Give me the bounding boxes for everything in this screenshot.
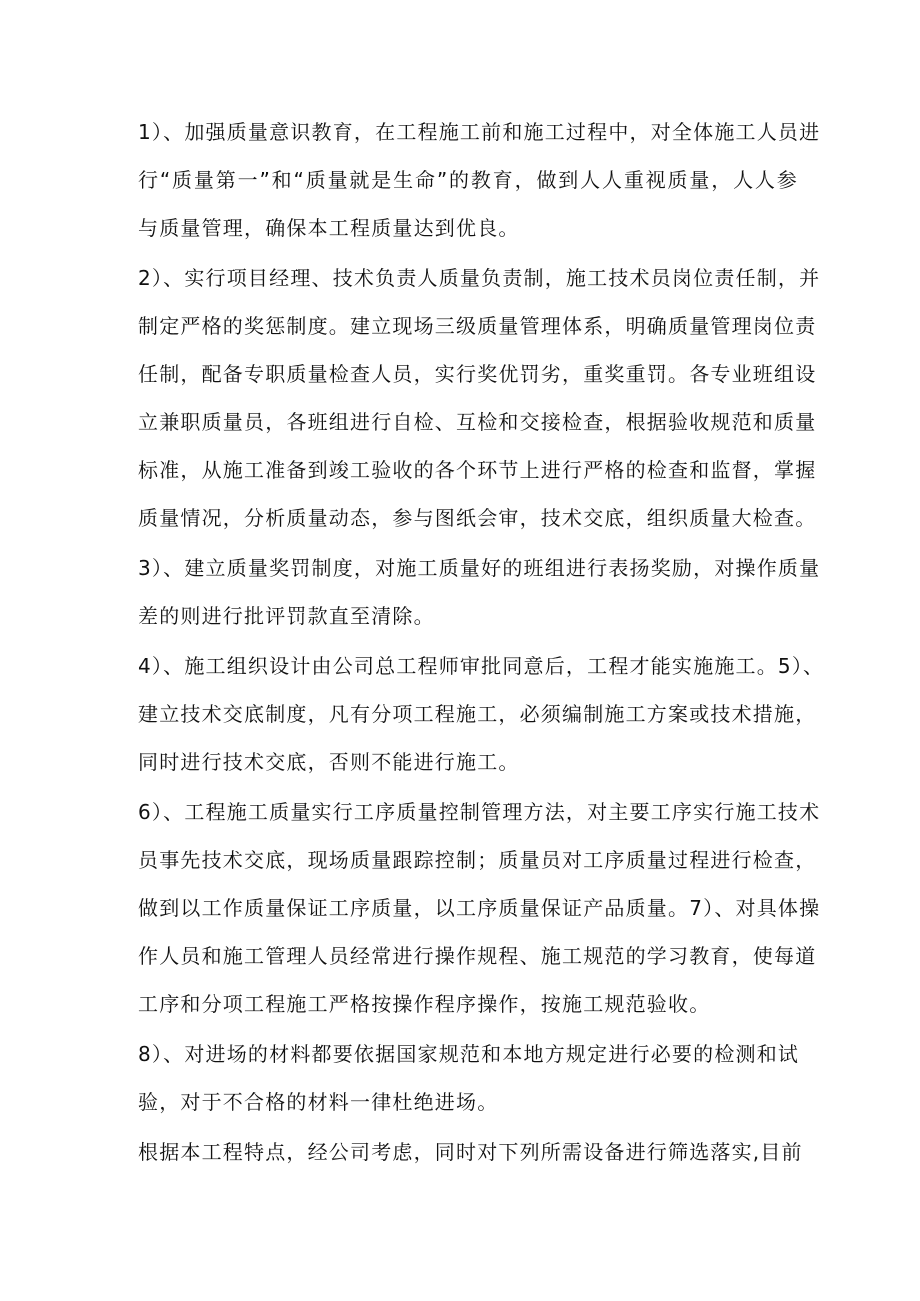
text-line: 制定严格的奖惩制度。建立现场三级质量管理体系，明确质量管理岗位责: [138, 314, 817, 338]
text-line: 6）、工程施工质量实行工序质量控制管理方法，对主要工序实行施工技术: [138, 800, 821, 824]
text-line: 1）、加强质量意识教育，在工程施工前和施工过程中，对全体施工人员进: [138, 120, 821, 144]
text-line: 工序和分项工程施工严格按操作程序操作，按施工规范验收。: [138, 992, 711, 1016]
text-line: 同时进行技术交底，否则不能进行施工。: [138, 750, 520, 774]
text-line: 8）、对进场的材料都要依据国家规范和本地方规定进行必要的检测和试: [138, 1042, 800, 1066]
text-line: 差的则进行批评罚款直至清除。: [138, 604, 435, 628]
text-line: 验，对于不合格的材料一律杜绝进场。: [138, 1090, 499, 1114]
text-line: 标准，从施工准备到竣工验收的各个环节上进行严格的检查和监督，掌握: [138, 458, 817, 482]
text-line: 与质量管理，确保本工程质量达到优良。: [138, 216, 520, 240]
text-line: 员事先技术交底，现场质量跟踪控制；质量员对工序质量过程进行检查，: [138, 848, 817, 872]
text-line: 做到以工作质量保证工序质量，以工序质量保证产品质量。7）、对具体操: [138, 896, 821, 920]
text-line: 2）、实行项目经理、技术负责人质量负责制，施工技术员岗位责任制，并: [138, 266, 821, 290]
text-line: 立兼职质量员，各班组进行自检、互检和交接检查，根据验收规范和质量: [138, 410, 817, 434]
text-line: 质量情况，分析质量动态，参与图纸会审，技术交底，组织质量大检查。: [138, 506, 817, 530]
text-line: 任制，配备专职质量检查人员，实行奖优罚劣，重奖重罚。各专业班组设: [138, 362, 817, 386]
text-line: 3）、建立质量奖罚制度，对施工质量好的班组进行表扬奖励，对操作质量: [138, 556, 821, 580]
text-line: 根据本工程特点，经公司考虑，同时对下列所需设备进行筛选落实,目前: [138, 1140, 803, 1164]
text-line: 作人员和施工管理人员经常进行操作规程、施工规范的学习教育，使每道: [138, 944, 817, 968]
text-line: 行“质量第一”和“质量就是生命”的教育，做到人人重视质量，人人参: [138, 168, 798, 192]
text-line: 建立技术交底制度，凡有分项工程施工，必须编制施工方案或技术措施，: [138, 702, 817, 726]
text-line: 4）、施工组织设计由公司总工程师审批同意后，工程才能实施施工。5）、: [138, 654, 825, 678]
